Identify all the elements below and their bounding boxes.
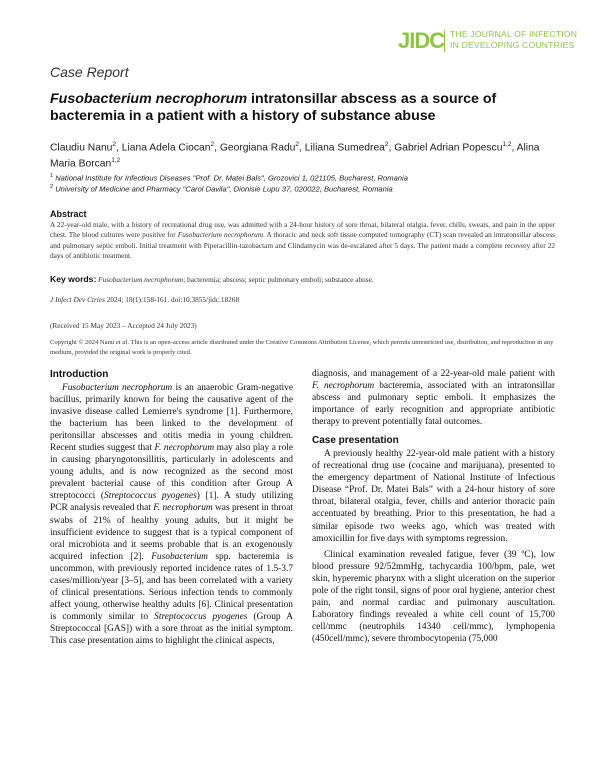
title-italic-part: Fusobacterium necrophorum — [50, 91, 248, 107]
journal-name-line1: THE JOURNAL OF INFECTION — [450, 29, 578, 39]
right-column — [312, 368, 555, 645]
case-presentation-paragraph-2: Clinical examination revealed fatigue, fever (39 ºC), low blood pressure 92/52mmHg, tachycardia 100/bpm, pale, wet skin, hyperemic pharynx with a slight ulceration on the superior pole of the right tonsil, signs of poor oral hygiene, anterior chest pain, and normal cardiac and pulmonary auscultation. Laboratory findings revealed a white cell count of 15,700 cell/mmc (neutrophils 14340 cell/mmc), lymphopenia (450cell/mmc), severe thrombocytopenia (75,000 — [312, 549, 555, 644]
citation: J Infect Dev Ctries 2024; 18(1):158-161. doi:10.3855/jidc.18268 — [50, 295, 240, 304]
author-list: Claudiu Nanu$^2$, Liana Adela Ciocan$^2$, Georgiana Radu$^2$, Liliana Sumedrea$^2$, Gabriel Adrian Popescu$^{1,2}$, Alina Maria Borcan$^{1,2}$ — [50, 141, 540, 170]
copyright-notice: Copyright © 2024 Nanu et al. This is an open-access article distributed under the Creative Commons Attribution License, which permits unrestricted use, distribution, and reproduction in any medium, provided the original work is properly cited. — [50, 339, 554, 356]
case-presentation-paragraph-1: A previously healthy 22-year-old male patient with a history of recreational drug use (cocaine and marijuana), presented to the emergency department of National Institute of Infectious Disease “Prof. Dr. Matei Bals” with a 24-hour history of sore throat, bilateral otalgia, fever, chills and anterior thoracic pain accentuated by breathing. Prior to this presentation, he had a similar episode two weeks ago, which was treated with amoxicillin for five days with symptoms regression. — [312, 449, 555, 544]
logo-divider — [444, 30, 445, 52]
introduction-heading: Introduction — [50, 369, 109, 380]
journal-name — [450, 29, 577, 51]
journal-logo — [398, 28, 588, 54]
article-title — [50, 91, 550, 125]
title-rest: intratonsillar abscess as a source of bacteremia in a patient with a history of substance abuse — [50, 91, 497, 124]
introduction-continued: diagnosis, and management of a 22-year-old male patient with F. necrophorum bacteremia, associated with an intratonsillar abscess and pulmonary septic emboli. It emphasizes the importance of early recognition and appropriate antibiotic therapy to prevent potentially fatal outcomes. — [312, 369, 555, 428]
affiliation-2-number: 2 — [50, 184, 54, 190]
abstract-heading: Abstract — [50, 209, 87, 219]
keywords-label: Key words: — [50, 274, 97, 284]
received-dates: (Received 15 May 2023 – Accepted 24 July 2023) — [50, 321, 197, 330]
journal-name-line2: IN DEVELOPING COUNTRIES — [450, 40, 575, 50]
left-column — [50, 368, 293, 647]
keywords — [50, 274, 555, 284]
keywords-text: Fusobacterium necrophorum; bacteremia; abscess; septic pulmonary emboli; substance abuse. — [98, 275, 374, 284]
journal-logo-mark: JIDC — [398, 28, 445, 53]
affiliation-1-text: National Institute for Infectious Diseases "Prof. Dr. Matei Bals", Grozovici 1, 021105, Bucharest, Romania — [55, 173, 408, 183]
case-presentation-heading: Case presentation — [312, 435, 399, 447]
article-type: Case Report — [50, 64, 129, 80]
affiliation-2-text: University of Medicine and Pharmacy "Carol Davila", Dionisie Lupu 37, 020022, Bucharest, Romania — [55, 184, 393, 194]
affiliation-2 — [50, 182, 570, 195]
abstract-text: A 22-year-old male, with a history of recreational drug use, was admitted with a 24-hour history of sore throat, bilateral otalgia, fever, chills, sweats, and pain in the upper chest. The blood cultures were positive for Fusobacterium necrophorum. A thoracic and neck soft tissue computed tomography (CT) scan revealed an intratonsillar abscess and pulmonary septic emboli. Initial treatment with Piperacillin-tazobactam and Clindamycin was de-escalated after 5 days. The patient made a complete recovery after 22 days of antibiotic treatment. — [50, 220, 555, 260]
affiliation-1-number: 1 — [50, 173, 54, 179]
introduction-paragraph: Fusobacterium necrophorum is an anaerobic Gram-negative bacillus, primarily known for being the causative agent of the invasive disease called Lemierre's syndrome [1]. Furthermore, the bacterium has been linked to the development of peritonsillar abscesses and otitis media in young children. Recent studies suggest that F. necrophorum may also play a role in causing pharyngotonsillitis, particularly in adolescents and young adults, and is now recognized as the second most prevalent bacterial cause of this condition after Group A streptococci (Streptococcus pyogenes) [1]. A study utilizing PCR analysis revealed that F. necrophorum was present in throat swabs of 21% of healthy young adults, but it might be insufficient evidence to suggest that is a typical component of oral microbiota and it seems probable that is an exogenously acquired infection [2]. Fusobacterium spp. bacteremia is uncommon, with previously reported incidence rates of 1.5-3.7 cases/million/year [3–5], and has been correlated with a variety of clinical presentations. Serious infection tends to commonly affect young, otherwise healthy adults [6]. Clinical presentation is commonly similar to Streptococcus pyogenes (Group A Streptococcal [GAS]) with a sore throat as the initial symptom. This case presentation aims to highlight the clinical aspects, — [50, 383, 294, 646]
